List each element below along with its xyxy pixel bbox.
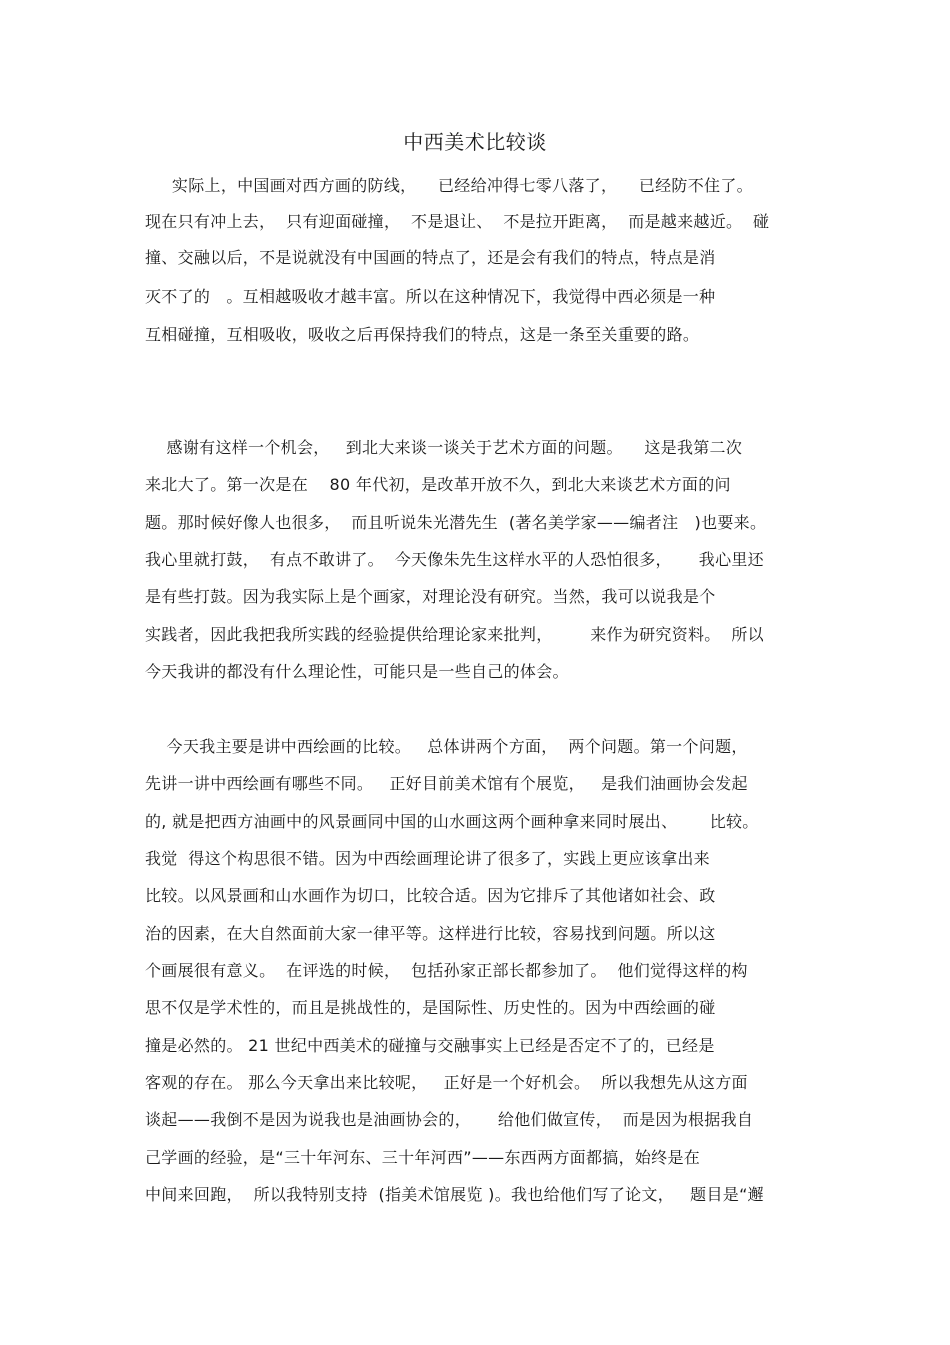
paragraph-1-line: 灭不了的 。互相越吸收才越丰富。所以在这种情况下，我觉得中西必须是一种: [145, 287, 716, 306]
paragraph-1-line: 互相碰撞，互相吸收，吸收之后再保持我们的特点，这是一条至关重要的路。: [145, 325, 700, 344]
paragraph-3-line: 客观的存在。 那么今天拿出来比较呢， 正好是一个好机会。 所以我想先从这方面: [145, 1073, 748, 1092]
paragraph-2-line: 实践者，因此我把我所实践的经验提供给理论家来批判， 来作为研究资料。 所以: [145, 625, 764, 644]
paragraph-3-line: 我觉 得这个构思很不错。因为中西绘画理论讲了很多了，实践上更应该拿出来: [145, 849, 710, 868]
paragraph-3-line: 谈起——我倒不是因为说我也是油画协会的， 给他们做宣传， 而是因为根据我自: [145, 1110, 754, 1129]
paragraph-3-line: 己学画的经验，是“三十年河东、三十年河西”——东西两方面都搞，始终是在: [145, 1148, 701, 1167]
document-title: 中西美术比较谈: [403, 130, 547, 154]
paragraph-2-line: 感谢有这样一个机会， 到北大来谈一谈关于艺术方面的问题。 这是我第二次: [145, 438, 743, 457]
paragraph-1-line: 撞、交融以后，不是说就没有中国画的特点了，还是会有我们的特点，特点是消: [145, 248, 716, 267]
paragraph-3-line: 先讲一讲中西绘画有哪些不同。 正好目前美术馆有个展览， 是我们油画协会发起: [145, 774, 748, 793]
paragraph-3-line: 治的因素，在大自然面前大家一律平等。这样进行比较，容易找到问题。所以这: [145, 924, 716, 943]
paragraph-2-line: 今天我讲的都没有什么理论性，可能只是一些自己的体会。: [145, 662, 569, 681]
paragraph-3-line: 个画展很有意义。 在评选的时候， 包括孙家正部长都参加了。 他们觉得这样的构: [145, 961, 748, 980]
paragraph-3-line: 比较。以风景画和山水画作为切口，比较合适。因为它排斥了其他诸如社会、政: [145, 886, 716, 905]
paragraph-3-line: 今天我主要是讲中西绘画的比较。 总体讲两个方面， 两个问题。第一个问题，: [145, 737, 748, 756]
paragraph-2-line: 来北大了。第一次是在 80 年代初，是改革开放不久，到北大来谈艺术方面的问: [145, 475, 731, 494]
paragraph-2-line: 是有些打鼓。因为我实际上是个画家，对理论没有研究。当然，我可以说我是个: [145, 587, 716, 606]
paragraph-3-line: 的, 就是把西方油画中的风景画同中国的山水画这两个画种拿来同时展出、 比较。: [145, 812, 759, 831]
paragraph-2-line: 题。那时候好像人也很多， 而且听说朱光潜先生 (著名美学家——编者注 )也要来。: [145, 513, 767, 532]
paragraph-1-line: 现在只有冲上去， 只有迎面碰撞， 不是退让、 不是拉开距离， 而是越来越近。 碰: [145, 212, 770, 231]
paragraph-1-line: 实际上，中国画对西方画的防线， 已经给冲得七零八落了， 已经防不住了。: [145, 176, 753, 195]
paragraph-3-line: 撞是必然的。 21 世纪中西美术的碰撞与交融事实上已经是否定不了的，已经是: [145, 1036, 715, 1055]
paragraph-3-line: 思不仅是学术性的，而且是挑战性的，是国际性、历史性的。因为中西绘画的碰: [145, 998, 716, 1017]
paragraph-2-line: 我心里就打鼓， 有点不敢讲了。 今天像朱先生这样水平的人恐怕很多， 我心里还: [145, 550, 764, 569]
paragraph-3-line: 中间来回跑， 所以我特别支持 (指美术馆展览 )。我也给他们写了论文， 题目是“邂: [145, 1185, 764, 1204]
